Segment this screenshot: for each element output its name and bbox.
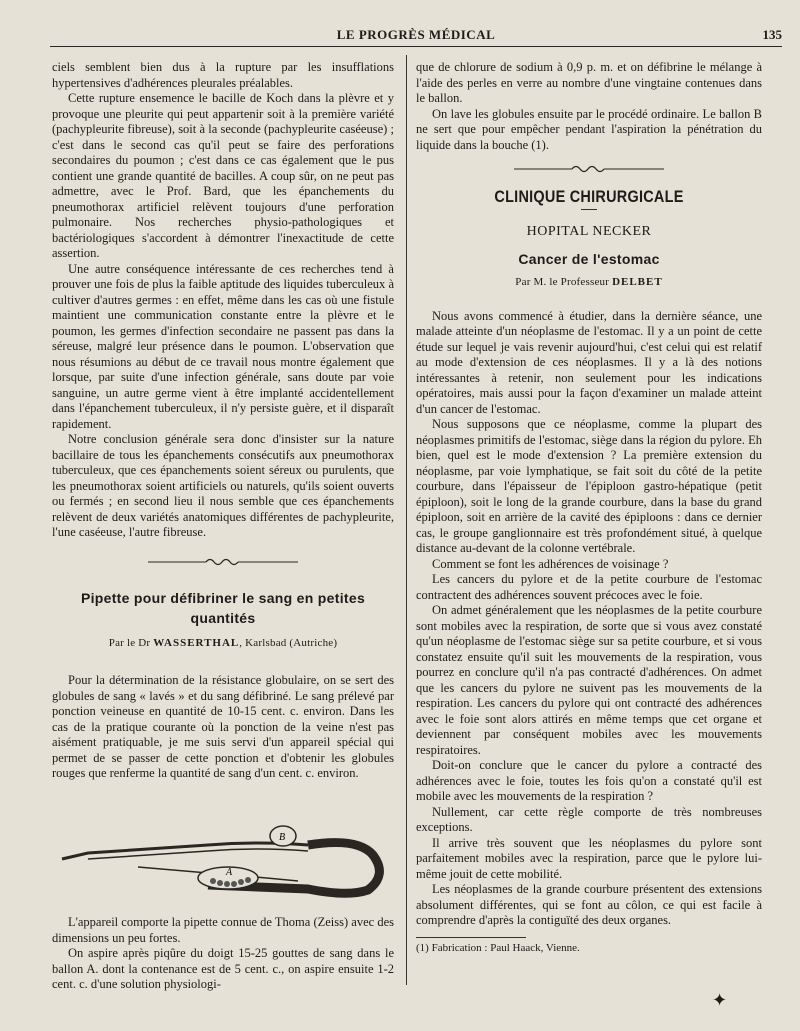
paragraph: Il arrive très souvent que les néoplasmes du pylore sont parfaitement mobiles avec la respiration, parce que le pylore lui-même jouit de cette mobilité. [416, 835, 762, 881]
end-ornament: ✦ [712, 990, 728, 1010]
ornament-divider [514, 163, 664, 175]
paragraph: Comment se font les adhérences de voisinage ? [432, 556, 669, 571]
section-heading: CLINIQUE CHIRURGICALE [494, 187, 684, 206]
paragraph: On admet généralement que les néoplasmes de la petite courbure sont mobiles avec la respiration, de sorte que si vous avez constaté qu'un néoplasme de l'estomac siège sur sa petite courbure, et si vous constatez ensuite qu'il suit les mouvements de la respiration, vous pourrez en conclure qu'il n'a pas contracté d'adhérences. On admet que les cancers du pylore ne suivent pas les mouvements de la respiration. Les cancers du pylore qui ont contracté des adhérences avec le foie sont alors attirés en même temps que cet organe et deviennent par conséquent mobiles avec les mouvements respiratoires. [416, 603, 762, 757]
hospital-name: HOPITAL NECKER [526, 223, 652, 239]
pipette-illustration [58, 815, 398, 905]
paragraph: Les cancers du pylore et de la petite courbure de l'estomac contractent des adhérences souvent précoces avec le foie. [416, 572, 762, 602]
left-column [52, 60, 394, 782]
paragraph: L'appareil comporte la pipette connue de Thoma (Zeiss) avec des dimensions un peu fortes. [52, 915, 394, 945]
paragraph: On lave les globules ensuite par le procédé ordinaire. Le ballon B ne sert que pour empêcher pendant l'aspiration la pénétration du liquide dans la bouche (1). [416, 106, 762, 152]
paragraph: Doit-on conclure que le cancer du pylore a contracté des adhérences avec le foie, toutes les fois qu'on a constaté qu'il est mobile avec les mouvements de la respiration ? [416, 758, 762, 803]
paragraph: Une autre conséquence intéressante de ces recherches tend à prouver une fois de plus la faible aptitude des liquides tuberculeux à cultiver d'autres germes : en effet, même dans les cas où une fistule maintient une communication constante entre la plèvre et le poumon, les germes d'infection secondaire ne passent pas dans la séreuse, malgré leur présence dans le poumon. L'observation que nous résumions au début de ce travail nous montre également que lorsque, par suite d'une infection générale, sans doute par voie sanguine, un autre germe vient à être implanté accidentellement dans l'épanchement tuberculeux, il n'y persiste guère, et il disparaît rapidement. [52, 261, 394, 431]
figure-label-b: B [279, 832, 286, 843]
journal-title: LE PROGRÈS MÉDICAL [336, 27, 496, 42]
paragraph: Cette rupture ensemence le bacille de Koch dans la plèvre et y provoque une pleurite qui peut appartenir soit à la première variété (pachypleurite fibreuse), soit à la seconde (pachypleurite caséeuse) ; c'est dans le second cas qu'il peut se faire des perforations secondaires du poumon ; c'est dans ce cas également que le pus contient une grande quantité de bacilles. A coup sûr, on ne peut pas admettre, avec le Prof. Bard, que les épanchements du pneumothorax artificiel relèvent toujours d'une perforation pulmonaire. Nos recherches physio-pathologiques et bactériologiques s'accordent à démontrer l'inexactitude de cette assertion. [52, 91, 394, 260]
paragraph: ciels semblent bien dus à la rupture par les insufflations hypertensives d'adhérences pleurales préalables. [52, 60, 394, 90]
ornament-divider [148, 556, 298, 568]
column-divider [406, 55, 407, 985]
figure-label-a: A [226, 867, 233, 878]
paragraph: que de chlorure de sodium à 0,9 p. m. et on défibrine le mélange à l'aide des perles en verre au nombre d'une vingtaine contenues dans le ballon. [416, 60, 762, 105]
paragraph: Pour la détermination de la résistance globulaire, on se sert des globules de sang « lavés » et du sang défibriné. Le sang prélevé par ponction veineuse en quantité de 10-15 cent. c. environ. Dans les cas de la pratique courante où la ponction de la veine n'est pas aisément pratiquable, je me suis servi d'un appareil spécial qui permet de se passer de cette ponction et d'obtenir les globules rouges que renferme la quantité de sang d'un cent. c. environ. [52, 673, 394, 780]
left-column-bottom [52, 915, 394, 993]
running-header [50, 24, 782, 47]
footnote: (1) Fabrication : Paul Haack, Vienne. [416, 941, 580, 954]
article-byline: Par M. le Professeur DELBET [515, 276, 663, 288]
article-title: Pipette pour défibriner le sang en petites quantités [80, 589, 366, 626]
paragraph: Nullement, car cette règle comporte de très nombreuses exceptions. [416, 804, 762, 834]
paragraph: Nous supposons que ce néoplasme, comme la plupart des néoplasmes primitifs de l'estomac, siège dans la région du pylore. Eh bien, quel est le mode d'extension ? La première extension du néoplasme, par voie lymphatique, se fait soit du côté de la petite courbure, dans l'épaisseur de l'épiploon gastro-hépatique (petit épiploon), soit le long de la grande courbure, dans la base du grand épiploon, soit en arrière de la cavité des épiploons : dans ce dernier cas, le groupe ganglionnaire est très profondément situé, à quelque distance au-devant de la colonne vertébrale. [416, 417, 762, 555]
page-number: 135 [762, 27, 782, 42]
paragraph: Nous avons commencé à étudier, dans la dernière séance, une malade atteinte d'un néoplasme de l'estomac. Il y a un point de cette étude sur lequel je vais revenir aujourd'hui, c'est celui qui est relatif au mode d'extension de ces néoplasmes. Il y a là des notions intéressantes à retenir, non seulement pour les indications opératoires, mais aussi pour la façon d'examiner un malade atteint d'un cancer de l'estomac. [416, 308, 762, 416]
article-title: Cancer de l'estomac [518, 251, 660, 267]
paragraph: Les néoplasmes de la grande courbure présentent des extensions absolument différentes, qui se font au côlon, ce qui est facile à comprendre d'après la contiguïté des deux organes. [416, 882, 762, 927]
right-column [416, 60, 762, 956]
article-byline: Par le Dr WASSERTHAL, Karlsbad (Autriche) [108, 636, 338, 649]
paragraph: On aspire après piqûre du doigt 15-25 gouttes de sang dans le ballon A. dont la contenance est de 5 cent. c., on aspire ensuite 1-2 cent. c. d'une solution physiologi- [52, 946, 394, 991]
paragraph: Notre conclusion générale sera donc d'insister sur la nature bacillaire de tous les épanchements consécutifs aux pneumothorax tuberculeux, que ces épanchements soient séreux ou purulents, que les pneumothorax soient artificiels ou naturels, qu'ils soient ouverts ou fermés ; en second lieu il nous semble que ces épanchements relèvent de deux variétés anatomiques différentes de pachypleurite, l'une caséeuse, l'autre fibreuse. [52, 432, 394, 539]
